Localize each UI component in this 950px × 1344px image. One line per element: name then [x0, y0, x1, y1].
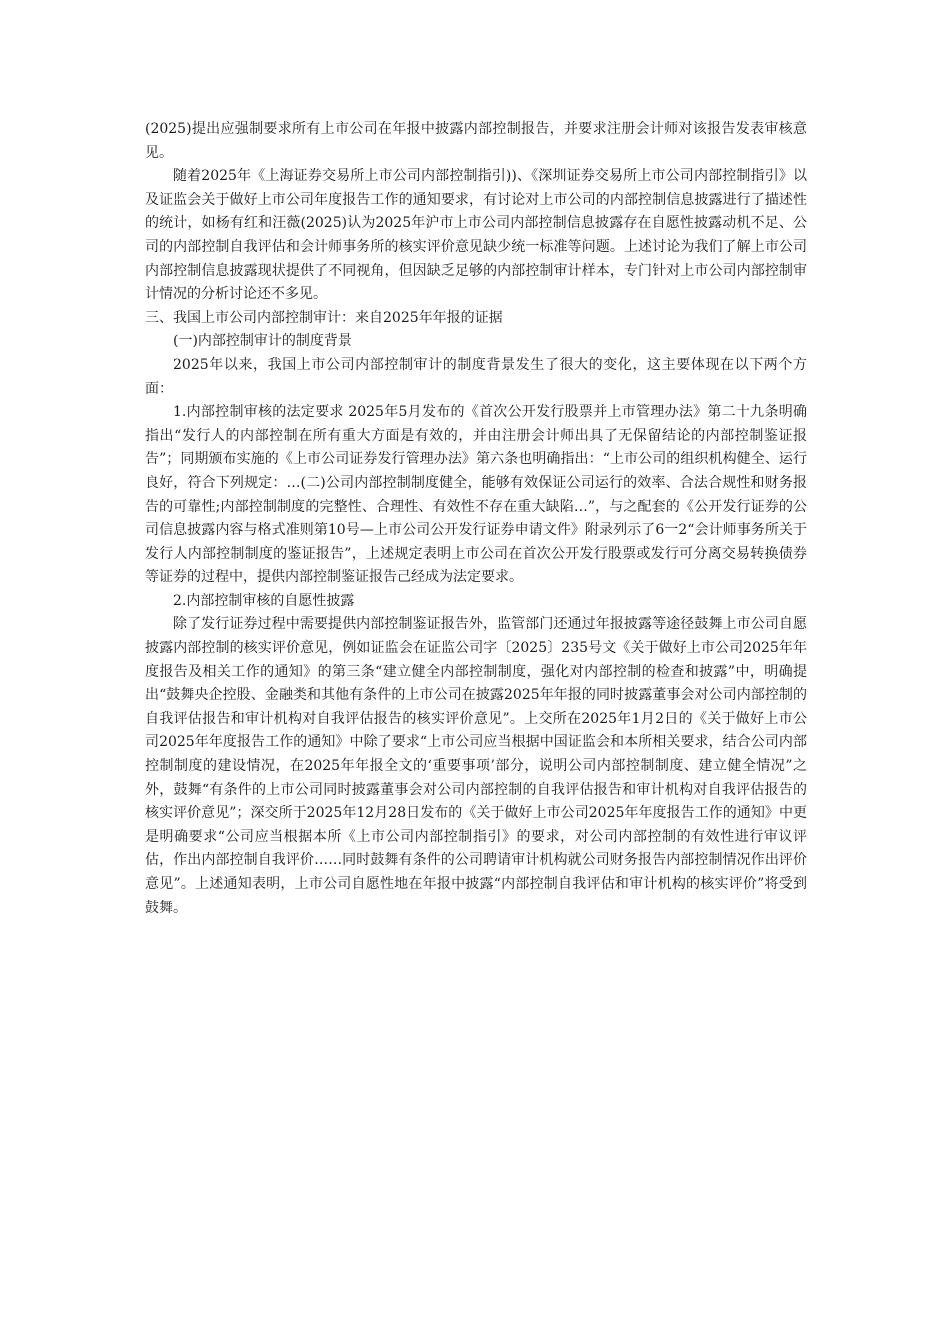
subheading-voluntary-disclosure: 2.内部控制审核的自愿性披露 — [173, 592, 355, 609]
paragraph-intro: 2025年以来，我国上市公司内部控制审计的制度背景发生了很大的变化，这主要体现在以下两个方面： — [145, 356, 807, 397]
document-body — [145, 118, 807, 920]
paragraph-voluntary-disclosure: 除了发行证券过程中需要提供内部控制鉴证报告外，监管部门还通过年报披露等途径鼓舞上市公司自愿披露内部控制的核实评价意见，例如证监会在证监公司字〔2025〕235号文《关于做好上市公司2025年年度报告及相关工作的通知》的第三条“建立健全内部控制制度，强化对内部控制的检查和披露”中，明确提出“鼓舞央企控股、金融类和其他有条件的上市公司在披露2025年年报的同时披露董事会对公司内部控制的自我评估报告和审计机构对自我评估报告的核实评价意见”。上交所在2025年1月2日的《关于做好上市公司2025年年度报告工作的通知》中除了要求“上市公司应当根据中国证监会和本所相关要求，结合公司内部控制制度的建设情况，在2025年年报全文的‘重要事项’部分，说明公司内部控制制度、建立健全情况”之外，鼓舞“有条件的上市公司同时披露董事会对公司内部控制的自我评估报告和审计机构对自我评估报告的核实评价意见”；深交所于2025年12月28日发布的《关于做好上市公司2025年年度报告工作的通知》中更是明确要求“公司应当根据本所《上市公司内部控制指引》的要求，对公司内部控制的有效性进行审议评估，作出内部控制自我评价……同时鼓舞有条件的公司聘请审计机构就公司财务报告内部控制情况作出评价意见”。上述通知表明，上市公司自愿性地在年报中披露“内部控制自我评估和审计机构的核实评价”将受到鼓舞。 — [145, 616, 807, 916]
subsection-heading: (一)内部控制审计的制度背景 — [173, 333, 352, 350]
paragraph-legal-requirement: 1.内部控制审核的法定要求 2025年5月发布的《首次公开发行股票并上市管理办法》第二十九条明确指出“发行人的内部控制在所有重大方面是有效的，并由注册会计师出具了无保留结论的内部控制鉴证报告”；同期颁布实施的《上市公司证券发行管理办法》第六条也明确指出：“上市公司的组织机构健全、运行良好，符合下列规定：…(二)公司内部控制制度健全，能够有效保证公司运行的效率、合法合规性和财务报告的可靠性;内部控制制度的完整性、合理性、有效性不存在重大缺陷…”，与之配套的《公开发行证券的公司信息披露内容与格式准则第10号—上市公司公开发行证券申请文件》附录列示了6一2“会计师事务所关于发行人内部控制制度的鉴证报告”，上述规定表明上市公司在首次公开发行股票或发行可分离交易转换债券等证券的过程中，提供内部控制鉴证报告己经成为法定要求。 — [145, 404, 807, 586]
section-heading: 三、我国上市公司内部控制审计：来自2025年年报的证据 — [145, 309, 503, 326]
paragraph-background-literature: 随着2025年《上海证券交易所上市公司内部控制指引))、《深圳证券交易所上市公司内部控制指引》以及证监会关于做好上市公司年度报告工作的通知要求，有讨论对上市公司的内部控制信息披露进行了描述性的统计，如杨有红和汪薇(2025)认为2025年沪市上市公司内部控制信息披露存在自愿性披露动机不足、公司的内部控制自我评估和会计师事务所的核实评价意见缺少统一标准等问题。上述讨论为我们了解上市公司内部控制信息披露现状提供了不同视角，但因缺乏足够的内部控制审计样本，专门针对上市公司内部控制审计情况的分析讨论还不多见。 — [145, 168, 807, 303]
paragraph-continuation: (2025)提出应强制要求所有上市公司在年报中披露内部控制报告，并要求注册会计师对该报告发表审核意见。 — [145, 121, 807, 161]
